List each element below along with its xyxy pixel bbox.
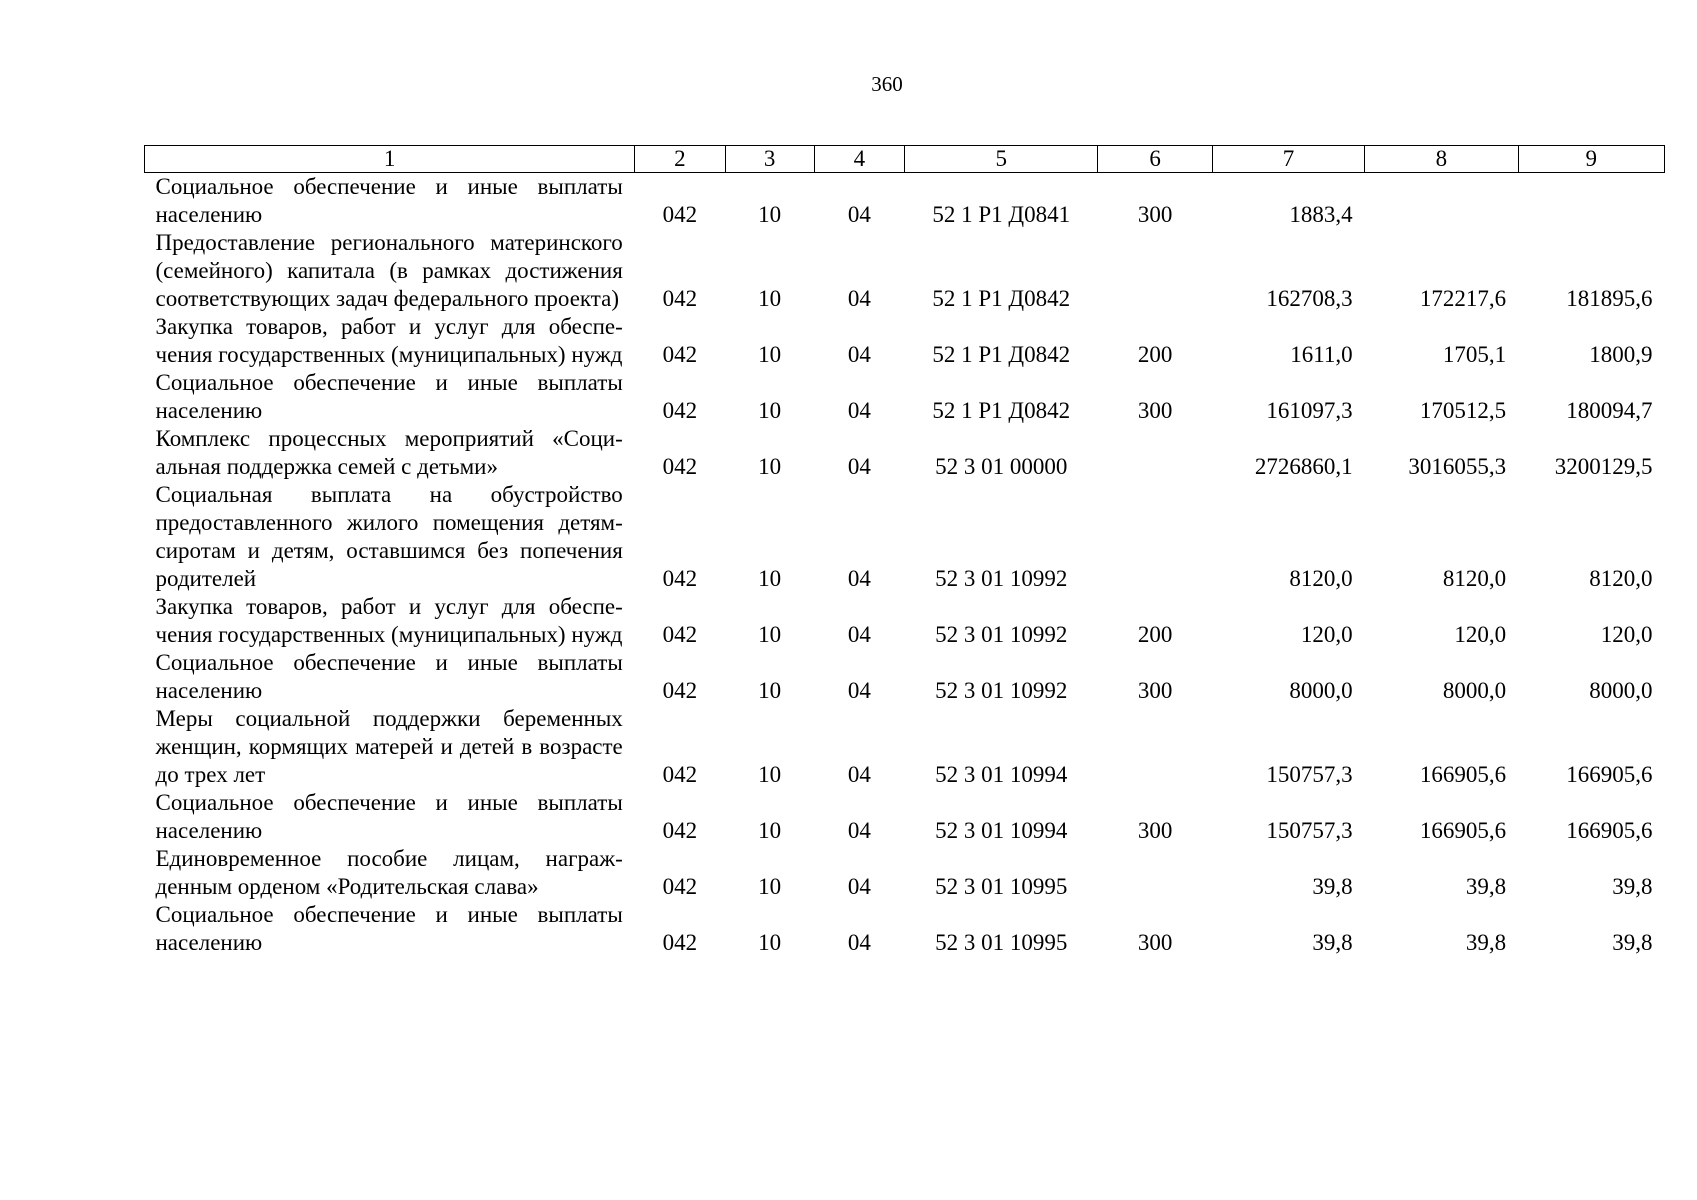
row-code-3: 10 bbox=[758, 202, 782, 227]
row-code-3: 10 bbox=[758, 566, 782, 591]
row-code-5: 52 3 01 10995 bbox=[935, 874, 1068, 899]
table-row bbox=[145, 845, 1665, 901]
row-value-9: 166905,6 bbox=[1566, 818, 1653, 843]
row-value-8: 166905,6 bbox=[1419, 762, 1507, 787]
row-value-9: 39,8 bbox=[1612, 930, 1653, 955]
row-value-8: 1705,1 bbox=[1442, 342, 1507, 367]
row-code-5: 52 3 01 10992 bbox=[935, 678, 1068, 703]
row-name: Социальное обеспечение и иные выплаты населению bbox=[155, 650, 623, 703]
row-code-6 bbox=[1098, 229, 1212, 313]
header-cell-8: 8 bbox=[1365, 146, 1518, 173]
row-code-6 bbox=[1098, 425, 1212, 481]
header-cell-1: 1 bbox=[145, 146, 635, 173]
row-code-4: 04 bbox=[847, 818, 871, 843]
table-body bbox=[145, 173, 1665, 958]
row-code-6 bbox=[1098, 845, 1212, 901]
table-row bbox=[145, 593, 1665, 649]
row-code-5: 52 3 01 10992 bbox=[935, 566, 1068, 591]
row-value-9: 39,8 bbox=[1612, 874, 1653, 899]
row-code-5: 52 1 Р1 Д0842 bbox=[932, 342, 1071, 367]
row-code-5: 52 3 01 00000 bbox=[935, 454, 1068, 479]
row-code-2: 042 bbox=[662, 818, 698, 843]
row-value-7: 150757,3 bbox=[1266, 762, 1353, 787]
row-code-2: 042 bbox=[662, 874, 698, 899]
row-code-5: 52 3 01 10995 bbox=[935, 930, 1068, 955]
row-code-6: 300 bbox=[1137, 202, 1173, 227]
row-value-7: 162708,3 bbox=[1266, 286, 1353, 311]
row-code-5: 52 1 Р1 Д0842 bbox=[932, 398, 1071, 423]
table-row bbox=[145, 425, 1665, 481]
row-value-7: 39,8 bbox=[1312, 874, 1353, 899]
row-code-4: 04 bbox=[847, 930, 871, 955]
table-row bbox=[145, 901, 1665, 957]
header-cell-5: 5 bbox=[904, 146, 1098, 173]
row-code-4: 04 bbox=[847, 566, 871, 591]
table-row bbox=[145, 313, 1665, 369]
row-value-8: 8000,0 bbox=[1442, 678, 1507, 703]
header-cell-4: 4 bbox=[814, 146, 904, 173]
row-code-2: 042 bbox=[662, 622, 698, 647]
row-name: Социальное обеспечение и иные выплаты населению bbox=[155, 174, 623, 227]
row-name: Социальное обеспечение и иные выплаты населению bbox=[155, 902, 623, 955]
row-code-3: 10 bbox=[758, 874, 782, 899]
row-value-9: 180094,7 bbox=[1566, 398, 1653, 423]
row-value-8: 170512,5 bbox=[1419, 398, 1507, 423]
row-code-2: 042 bbox=[662, 454, 698, 479]
row-code-6: 300 bbox=[1137, 678, 1173, 703]
row-value-7: 8120,0 bbox=[1289, 566, 1353, 591]
row-code-2: 042 bbox=[662, 342, 698, 367]
row-name: Меры социальной поддержки беременных женщин, кормящих матерей и детей в возрасте до трех лет bbox=[155, 706, 623, 787]
row-code-6 bbox=[1098, 481, 1212, 593]
row-value-7: 120,0 bbox=[1300, 622, 1353, 647]
row-value-7: 161097,3 bbox=[1266, 398, 1353, 423]
row-name: Предоставление регионального материнского (семейного) капитала (в рамках достижения соответствующих задач федерального проекта) bbox=[155, 230, 623, 311]
table-row bbox=[145, 705, 1665, 789]
row-value-8: 39,8 bbox=[1465, 874, 1507, 899]
row-name: Закупка товаров, работ и услуг для обеспечения государственных (муниципальных) нужд bbox=[155, 594, 623, 647]
row-code-5: 52 1 Р1 Д0842 bbox=[932, 286, 1071, 311]
row-code-3: 10 bbox=[758, 622, 782, 647]
row-value-8: 120,0 bbox=[1454, 622, 1507, 647]
row-name: Социальное обеспечение и иные выплаты населению bbox=[155, 790, 623, 843]
header-cell-2: 2 bbox=[635, 146, 725, 173]
row-value-8: 172217,6 bbox=[1419, 286, 1507, 311]
row-value-8: 3016055,3 bbox=[1408, 454, 1507, 479]
row-code-5: 52 3 01 10992 bbox=[935, 622, 1068, 647]
row-code-6: 300 bbox=[1137, 818, 1173, 843]
row-code-6: 300 bbox=[1137, 930, 1173, 955]
row-value-7: 39,8 bbox=[1312, 930, 1353, 955]
row-code-6 bbox=[1098, 705, 1212, 789]
header-cell-3: 3 bbox=[725, 146, 814, 173]
row-code-6: 200 bbox=[1137, 342, 1173, 367]
row-code-2: 042 bbox=[662, 762, 698, 787]
row-code-2: 042 bbox=[662, 566, 698, 591]
row-code-3: 10 bbox=[758, 398, 782, 423]
table-row bbox=[145, 789, 1665, 845]
row-value-8: 8120,0 bbox=[1442, 566, 1507, 591]
table-row bbox=[145, 649, 1665, 705]
row-value-9 bbox=[1518, 173, 1664, 230]
row-code-4: 04 bbox=[847, 874, 871, 899]
row-code-4: 04 bbox=[847, 454, 871, 479]
header-cell-6: 6 bbox=[1098, 146, 1212, 173]
row-code-4: 04 bbox=[847, 398, 871, 423]
row-value-9: 8120,0 bbox=[1589, 566, 1653, 591]
row-value-9: 166905,6 bbox=[1566, 762, 1653, 787]
row-value-7: 150757,3 bbox=[1266, 818, 1353, 843]
table-row bbox=[145, 173, 1665, 230]
row-value-7: 1611,0 bbox=[1290, 342, 1353, 367]
page-number: 360 bbox=[871, 72, 903, 96]
row-value-8 bbox=[1365, 173, 1518, 230]
row-name: Социальное обеспечение и иные выплаты населению bbox=[155, 370, 623, 423]
row-name: Единовременное пособие лицам, награжденным орденом «Родительская слава» bbox=[155, 846, 623, 899]
row-code-3: 10 bbox=[758, 818, 782, 843]
row-code-4: 04 bbox=[847, 762, 871, 787]
table-row bbox=[145, 229, 1665, 313]
row-name: Комплекс процессных мероприятий «Социальная поддержка семей с детьми» bbox=[155, 426, 623, 479]
row-code-2: 042 bbox=[662, 202, 698, 227]
row-code-3: 10 bbox=[758, 342, 782, 367]
header-row bbox=[145, 146, 1665, 173]
row-value-9: 120,0 bbox=[1600, 622, 1653, 647]
row-code-5: 52 3 01 10994 bbox=[935, 762, 1068, 787]
row-value-9: 1800,9 bbox=[1589, 342, 1653, 367]
table-row bbox=[145, 481, 1665, 593]
budget-table bbox=[144, 145, 1665, 957]
row-code-4: 04 bbox=[847, 342, 871, 367]
row-code-2: 042 bbox=[662, 286, 698, 311]
row-code-3: 10 bbox=[758, 454, 782, 479]
row-name: Закупка товаров, работ и услуг для обеспечения государственных (муниципальных) нужд bbox=[155, 314, 623, 367]
row-code-4: 04 bbox=[847, 286, 871, 311]
row-value-9: 3200129,5 bbox=[1554, 454, 1653, 479]
row-code-6: 300 bbox=[1137, 398, 1173, 423]
row-code-2: 042 bbox=[662, 398, 698, 423]
row-code-3: 10 bbox=[758, 678, 782, 703]
row-name: Социальная выплата на обустройство предоставленного жилого помещения детям-сиротам и детям, оставшимся без попечения родителей bbox=[155, 482, 623, 591]
row-value-7: 2726860,1 bbox=[1254, 454, 1353, 479]
row-code-4: 04 bbox=[847, 202, 871, 227]
table-row bbox=[145, 369, 1665, 425]
row-value-9: 8000,0 bbox=[1589, 678, 1653, 703]
row-value-8: 39,8 bbox=[1465, 930, 1507, 955]
row-code-4: 04 bbox=[847, 678, 871, 703]
row-code-2: 042 bbox=[662, 930, 698, 955]
header-cell-9: 9 bbox=[1518, 146, 1664, 173]
row-value-9: 181895,6 bbox=[1566, 286, 1653, 311]
row-code-5: 52 3 01 10994 bbox=[935, 818, 1068, 843]
row-code-2: 042 bbox=[662, 678, 698, 703]
row-code-6: 200 bbox=[1137, 622, 1173, 647]
row-code-4: 04 bbox=[847, 622, 871, 647]
row-code-3: 10 bbox=[758, 930, 782, 955]
row-value-8: 166905,6 bbox=[1419, 818, 1507, 843]
header-cell-7: 7 bbox=[1212, 146, 1364, 173]
row-code-3: 10 bbox=[758, 286, 782, 311]
row-code-3: 10 bbox=[758, 762, 782, 787]
row-value-7: 1883,4 bbox=[1289, 202, 1353, 227]
row-value-7: 8000,0 bbox=[1289, 678, 1353, 703]
row-code-5: 52 1 Р1 Д0841 bbox=[932, 202, 1071, 227]
